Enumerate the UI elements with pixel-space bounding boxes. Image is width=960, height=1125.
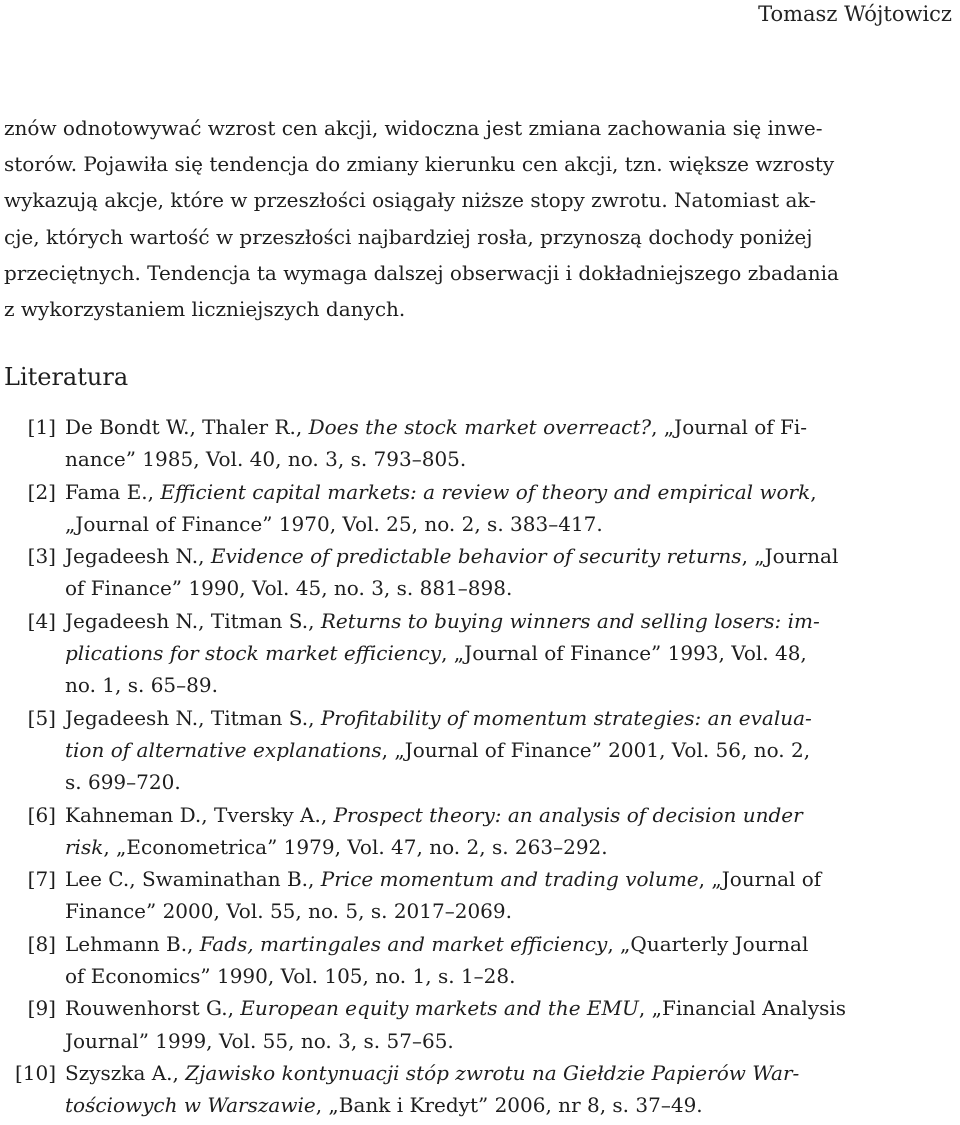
reference-number: [2]	[27, 479, 56, 504]
reference-title: Price momentum and trading volume	[320, 867, 699, 892]
reference-text: , „Econometrica” 1979, Vol. 47, no. 2, s. 263–292.	[103, 834, 608, 859]
reference-line	[0, 669, 960, 701]
reference-item	[0, 799, 960, 864]
reference-title: European equity markets and the EMU	[240, 996, 639, 1021]
reference-number: [1]	[27, 415, 56, 439]
reference-line	[0, 766, 960, 798]
reference-title: tościowych w Warszawie	[65, 1093, 316, 1118]
body-line: storów. Pojawiła się tendencja do zmiany kierunku cen akcji, tzn. większe wzrosty	[4, 152, 835, 177]
reference-number: [7]	[27, 867, 56, 892]
reference-number: [9]	[27, 996, 56, 1021]
reference-text: „Journal of Finance” 1970, Vol. 25, no. 2, s. 383–417.	[65, 511, 603, 536]
reference-line	[0, 928, 960, 960]
reference-item	[0, 605, 960, 702]
reference-title: plications for stock market efficiency	[65, 641, 442, 666]
reference-text: , „Journal	[741, 544, 839, 569]
body-line: z wykorzystaniem liczniejszych danych.	[4, 297, 406, 322]
reference-line	[0, 960, 960, 992]
reference-title: Profitability of momentum strategies: an evalua-	[320, 705, 812, 730]
reference-line	[0, 443, 960, 475]
reference-item	[0, 540, 960, 605]
reference-line	[0, 799, 960, 831]
reference-line	[0, 895, 960, 927]
reference-item	[0, 928, 960, 993]
reference-text: ,	[810, 479, 817, 504]
reference-line	[0, 540, 960, 572]
reference-number: [8]	[27, 931, 56, 956]
reference-line	[0, 508, 960, 540]
reference-text: Finance” 2000, Vol. 55, no. 5, s. 2017–2069.	[65, 899, 512, 924]
reference-line	[0, 1025, 960, 1057]
reference-number: [3]	[27, 544, 56, 569]
body-line: znów odnotowywać wzrost cen akcji, widoczna jest zmiana zachowania się inwe-	[4, 116, 823, 140]
reference-line	[0, 831, 960, 863]
reference-title: Efficient capital markets: a review of theory and empirical work	[160, 479, 811, 504]
body-line: przeciętnych. Tendencja ta wymaga dalszej obserwacji i dokładniejszego zbadania	[4, 260, 839, 285]
section-title-literatura: Literatura	[4, 363, 129, 391]
reference-line	[0, 605, 960, 637]
reference-text: Lehmann B.,	[65, 931, 200, 956]
body-paragraph	[4, 110, 954, 327]
reference-title: Fads, martingales and market efficiency	[199, 931, 608, 956]
reference-text: , „Journal of Fi-	[651, 415, 808, 439]
body-line: cje, których wartość w przeszłości najbardziej rosła, przynoszą dochody poniżej	[4, 224, 813, 249]
reference-text: Kahneman D., Tversky A.,	[65, 802, 334, 827]
reference-number: [6]	[27, 802, 56, 827]
reference-title: Returns to buying winners and selling losers: im-	[320, 608, 820, 633]
reference-item	[0, 476, 960, 541]
reference-text: s. 699–720.	[65, 770, 181, 795]
reference-text: De Bondt W., Thaler R.,	[65, 415, 309, 439]
reference-line	[0, 572, 960, 604]
reference-number: [5]	[27, 705, 56, 730]
reference-item	[0, 702, 960, 799]
reference-text: , „Quarterly Journal	[607, 931, 809, 956]
reference-text: , „Journal of	[698, 867, 822, 892]
reference-item	[0, 992, 960, 1057]
reference-text: Szyszka A.,	[65, 1060, 186, 1085]
reference-line	[0, 476, 960, 508]
reference-item	[0, 863, 960, 928]
reference-text: , „Journal of Finance” 1993, Vol. 48,	[441, 641, 807, 666]
reference-title: Evidence of predictable behavior of security returns	[210, 544, 742, 569]
reference-line	[0, 1057, 960, 1089]
reference-text: Journal” 1999, Vol. 55, no. 3, s. 57–65.	[65, 1028, 454, 1053]
reference-text: Jegadeesh N., Titman S.,	[65, 705, 321, 730]
reference-title: Zjawisko kontynuacji stóp zwrotu na Giełdzie Papierów War-	[185, 1060, 800, 1085]
reference-text: of Finance” 1990, Vol. 45, no. 3, s. 881–898.	[65, 576, 513, 601]
reference-number: [10]	[14, 1060, 56, 1085]
reference-number: [4]	[27, 608, 56, 633]
body-line: wykazują akcje, które w przeszłości osiągały niższe stopy zwrotu. Natomiast ak-	[4, 188, 816, 213]
reference-list	[0, 411, 960, 1122]
reference-text: Jegadeesh N.,	[65, 544, 211, 569]
reference-line	[0, 863, 960, 895]
reference-title: tion of alternative explanations	[65, 737, 382, 762]
reference-text: no. 1, s. 65–89.	[65, 673, 218, 698]
reference-text: Fama E.,	[65, 479, 161, 504]
reference-text: , „Financial Analysis	[638, 996, 847, 1021]
reference-line	[0, 411, 960, 443]
reference-text: , „Bank i Kredyt” 2006, nr 8, s. 37–49.	[315, 1093, 703, 1118]
reference-item	[0, 1057, 960, 1122]
reference-text: Lee C., Swaminathan B.,	[65, 867, 321, 892]
reference-title: Prospect theory: an analysis of decision under	[333, 802, 803, 827]
reference-line	[0, 992, 960, 1024]
reference-line	[0, 637, 960, 669]
reference-line	[0, 734, 960, 766]
reference-line	[0, 1089, 960, 1121]
reference-text: Rouwenhorst G.,	[65, 996, 241, 1021]
running-header-author: Tomasz Wójtowicz	[758, 2, 952, 26]
reference-title: Does the stock market overreact?	[308, 415, 652, 439]
reference-line	[0, 702, 960, 734]
reference-item	[0, 411, 960, 476]
reference-text: Jegadeesh N., Titman S.,	[65, 608, 321, 633]
reference-text: nance” 1985, Vol. 40, no. 3, s. 793–805.	[65, 447, 467, 472]
reference-title: risk	[65, 834, 104, 859]
reference-text: of Economics” 1990, Vol. 105, no. 1, s. 1–28.	[65, 964, 516, 989]
reference-text: , „Journal of Finance” 2001, Vol. 56, no. 2,	[381, 737, 811, 762]
